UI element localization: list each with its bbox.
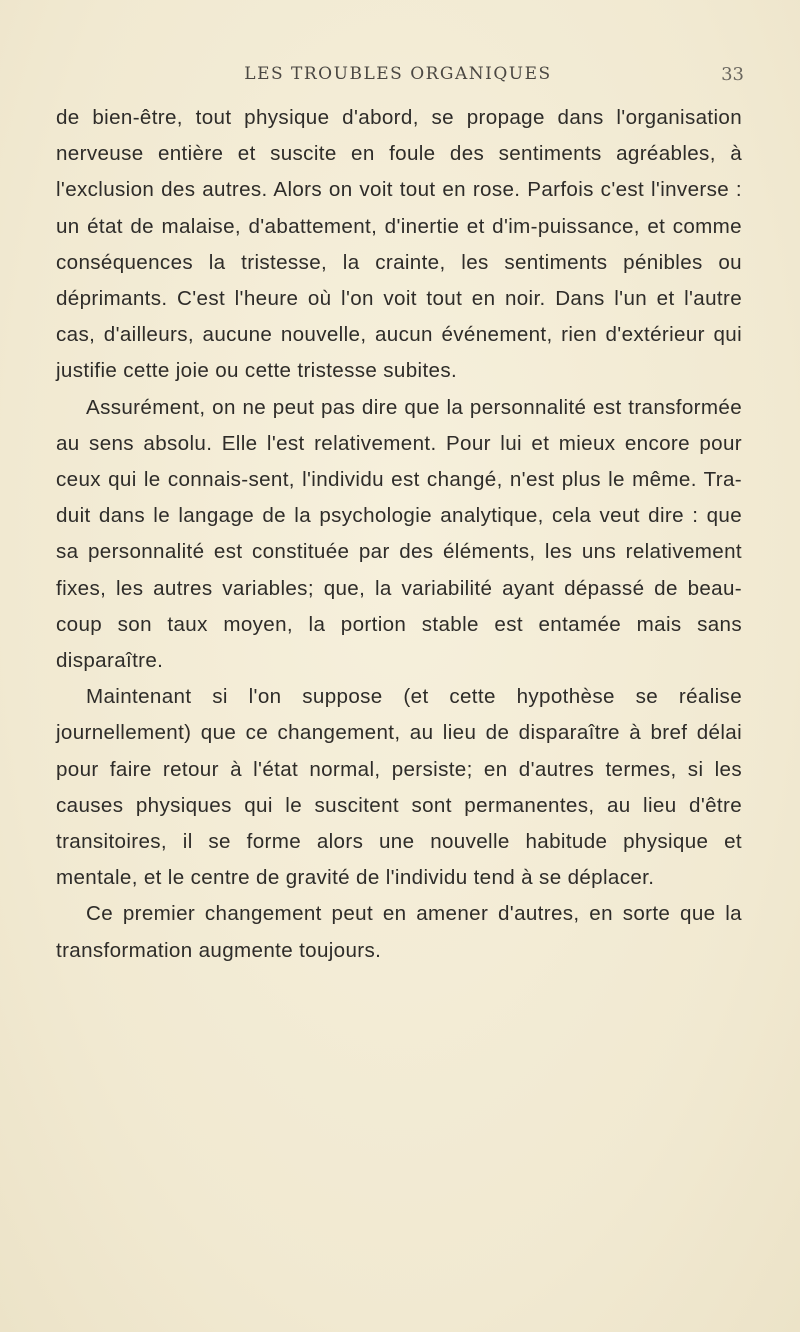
paragraph: Assurément, on ne peut pas dire que la personnalité est transformée au sens absolu. Elle l'est relativement. Pour lui et mieux encore pour ceux qui le connais-sent, l'individu est changé, n'est plus le même. Tra-duit dans le langage de la psychologie analytique, cela veut dire : que sa personnalité est constituée par des éléments, les uns relativement fixes, les autres variables; que, la variabilité ayant dépassé de beau-coup son taux moyen, la portion stable est entamée mais sans disparaître. bbox=[56, 395, 742, 673]
paragraph: Maintenant si l'on suppose (et cette hypothèse se réalise journellement) que ce changement, au lieu de disparaître à bref délai pour faire retour à l'état normal, persiste; en d'autres termes, si les causes physiques qui le suscitent sont permanentes, au lieu d'être transitoires, il se forme alors une nouvelle habitude physique et mentale, et le centre de gravité de l'individu tend à se déplacer. bbox=[56, 685, 742, 890]
paragraph: Ce premier changement peut en amener d'autres, en sorte que la transformation augmente toujours. bbox=[56, 902, 742, 962]
running-title: LES TROUBLES ORGANIQUES bbox=[244, 64, 552, 84]
running-head bbox=[52, 64, 744, 92]
page-number: 33 bbox=[721, 64, 744, 85]
paragraph-continuation: de bien-être, tout physique d'abord, se propage dans l'organisation nerveuse entière et suscite en foule des sentiments agréables, à l'exclusion des autres. Alors on voit tout en rose. Parfois c'est l'inverse : un état de malaise, d'abattement, d'inertie et d'im-puissance, et comme conséquences la tristesse, la crainte, les sentiments pénibles ou déprimants. C'est l'heure où l'on voit tout en noir. Dans l'un et l'autre cas, d'ailleurs, aucune nouvelle, aucun événement, rien d'extérieur qui justifie cette joie ou cette tristesse subites. bbox=[56, 106, 742, 383]
body-text bbox=[56, 100, 742, 969]
